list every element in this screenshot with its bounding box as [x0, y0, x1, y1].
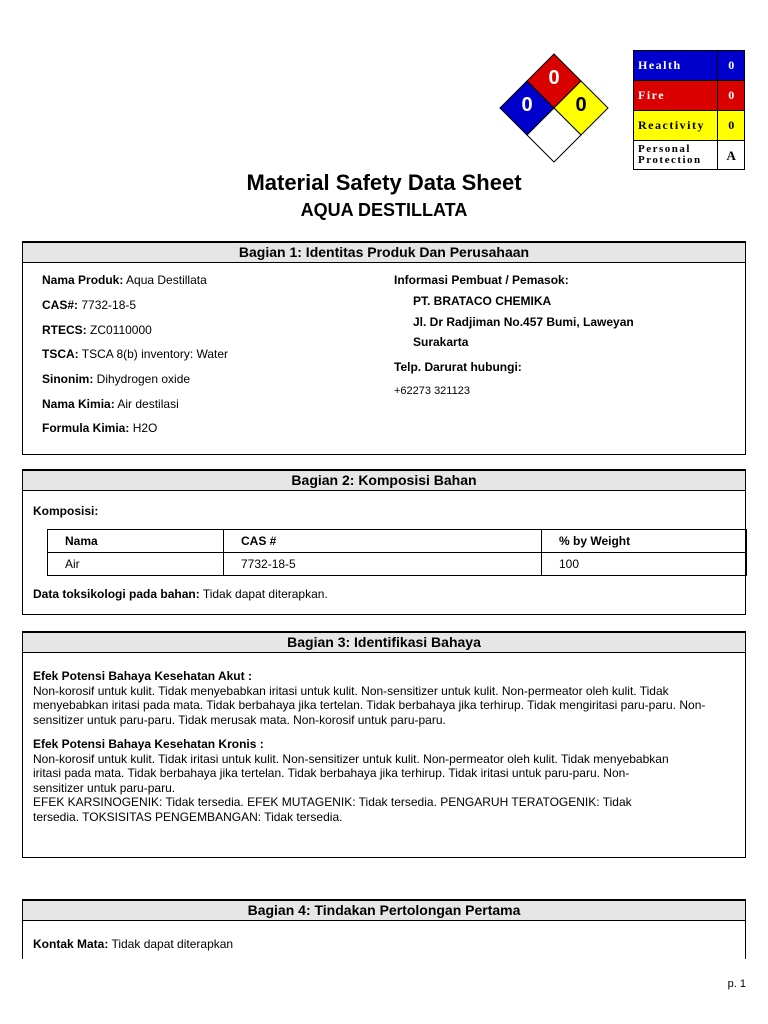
product-name-field [42, 273, 207, 287]
hazard-ppe-label-line1: Personal [638, 143, 691, 155]
acute-effects-block [33, 669, 741, 727]
rtecs-label: RTECS: [42, 323, 87, 337]
composition-col-cas: CAS # [224, 530, 542, 553]
section-3-heading: Bagian 3: Identifikasi Bahaya [23, 631, 745, 653]
chronic-effects-line5: tersedia. TOKSISITAS PENGEMBANGAN: Tidak tersedia. [33, 809, 343, 824]
synonym-field [42, 372, 190, 386]
cas-value: 7732-18-5 [78, 298, 137, 312]
hazard-row-reactivity [634, 111, 745, 141]
composition-cell-weight: 100 [542, 553, 747, 576]
section-2-composition [22, 469, 746, 615]
chronic-effects-line3: sensitizer untuk paru-paru. [33, 780, 176, 795]
chronic-effects-line2: iritasi pada mata. Tidak berbahaya jika tertelan. Tidak berbahaya jika terhirup. Tidak iritasi untuk paru-paru. Non- [33, 766, 630, 780]
chemical-name-field [42, 397, 179, 411]
hazard-ppe-value: A [718, 141, 745, 170]
nfpa-health-value: 0 [521, 94, 533, 116]
tsca-label: TSCA: [42, 347, 79, 361]
hazard-fire-label: Fire [634, 81, 718, 111]
product-name-label: Nama Produk: [42, 273, 124, 287]
composition-cell-cas: 7732-18-5 [224, 553, 542, 576]
composition-table-header [48, 530, 747, 553]
supplier-heading: Informasi Pembuat / Pemasok: [394, 273, 569, 287]
synonym-value: Dihydrogen oxide [93, 372, 191, 386]
chronic-effects-block [33, 737, 741, 824]
tsca-field [42, 347, 228, 361]
hazard-rating-table [633, 50, 745, 170]
toxicology-label: Data toksikologi pada bahan: [33, 587, 200, 601]
nfpa-diamond-icon [498, 52, 610, 164]
hazard-ppe-label [634, 141, 718, 170]
chronic-effects-line1: Non-korosif untuk kulit. Tidak iritasi untuk kulit. Non-sensitizer untuk kulit. Non-permeator oleh kulit. Tidak menyebabkan [33, 751, 669, 766]
composition-col-weight: % by Weight [542, 530, 747, 553]
eye-contact-field [33, 937, 233, 951]
toxicology-field [33, 587, 328, 601]
hazard-reactivity-value: 0 [718, 111, 745, 141]
chemical-formula-label: Formula Kimia: [42, 421, 130, 435]
rtecs-value: ZC0110000 [86, 323, 152, 337]
rtecs-field [42, 323, 152, 337]
supplier-address-line2: Surakarta [413, 335, 469, 349]
composition-label: Komposisi: [33, 504, 99, 518]
section-1-identity [22, 241, 746, 455]
chemical-formula-value: H2O [129, 421, 158, 435]
acute-effects-line2: menyebabkan iritasi pada mata. Tidak berbahaya jika tertelan. Tidak berbahaya jika terhirup. Tidak mengiritasi paru-paru. Non- [33, 698, 706, 712]
nfpa-reactivity-value: 0 [575, 94, 587, 116]
document-subtitle: AQUA DESTILLATA [300, 200, 468, 220]
chemical-formula-field [42, 421, 157, 435]
hazard-row-health [634, 51, 745, 81]
document-title: Material Safety Data Sheet [246, 170, 522, 195]
acute-effects-line3: sensitizer untuk paru-paru. Tidak merusak mata. Non-korosif untuk paru-paru. [33, 712, 446, 727]
cas-field [42, 298, 136, 312]
composition-cell-name: Air [48, 553, 224, 576]
hazard-ppe-label-line2: Protection [638, 154, 702, 166]
chronic-effects-line4: EFEK KARSINOGENIK: Tidak tersedia. EFEK MUTAGENIK: Tidak tersedia. PENGARUH TERATOGENIK: Tidak [33, 795, 632, 809]
supplier-name: PT. BRATACO CHEMIKA [413, 294, 552, 308]
tsca-value: TSCA 8(b) inventory: Water [78, 347, 229, 361]
hazard-row-fire [634, 81, 745, 111]
eye-contact-label: Kontak Mata: [33, 937, 109, 951]
emergency-heading: Telp. Darurat hubungi: [394, 360, 522, 374]
eye-contact-value: Tidak dapat diterapkan [108, 937, 234, 951]
section-3-hazard-identification [22, 631, 746, 858]
hazard-reactivity-label: Reactivity [634, 111, 718, 141]
hazard-row-ppe [634, 141, 745, 170]
toxicology-value: Tidak dapat diterapkan. [199, 587, 328, 601]
synonym-label: Sinonim: [42, 372, 94, 386]
chemical-name-value: Air destilasi [114, 397, 179, 411]
nfpa-fire-value: 0 [548, 67, 560, 89]
hazard-health-value: 0 [718, 51, 745, 81]
chemical-name-label: Nama Kimia: [42, 397, 115, 411]
section-4-heading: Bagian 4: Tindakan Pertolongan Pertama [23, 899, 745, 921]
page-number: p. 1 [727, 978, 746, 990]
hazard-fire-value: 0 [718, 81, 745, 111]
supplier-address-line1: Jl. Dr Radjiman No.457 Bumi, Laweyan [413, 315, 634, 329]
composition-table [47, 529, 747, 576]
emergency-phone: +62273 321123 [394, 385, 470, 397]
section-2-heading: Bagian 2: Komposisi Bahan [23, 469, 745, 491]
acute-effects-line1: Non-korosif untuk kulit. Tidak menyebabkan iritasi untuk kulit. Non-sensitizer untuk kulit. Non-permeator oleh kulit. Tidak [33, 683, 669, 698]
hazard-health-label: Health [634, 51, 718, 81]
cas-label: CAS#: [42, 298, 79, 312]
section-4-first-aid [22, 899, 746, 959]
composition-col-name: Nama [48, 530, 224, 553]
table-row [48, 553, 747, 576]
section-1-heading: Bagian 1: Identitas Produk Dan Perusahaan [23, 241, 745, 263]
chronic-effects-heading: Efek Potensi Bahaya Kesehatan Kronis : [33, 737, 264, 751]
acute-effects-heading: Efek Potensi Bahaya Kesehatan Akut : [33, 669, 252, 683]
product-name-value: Aqua Destillata [123, 273, 207, 287]
